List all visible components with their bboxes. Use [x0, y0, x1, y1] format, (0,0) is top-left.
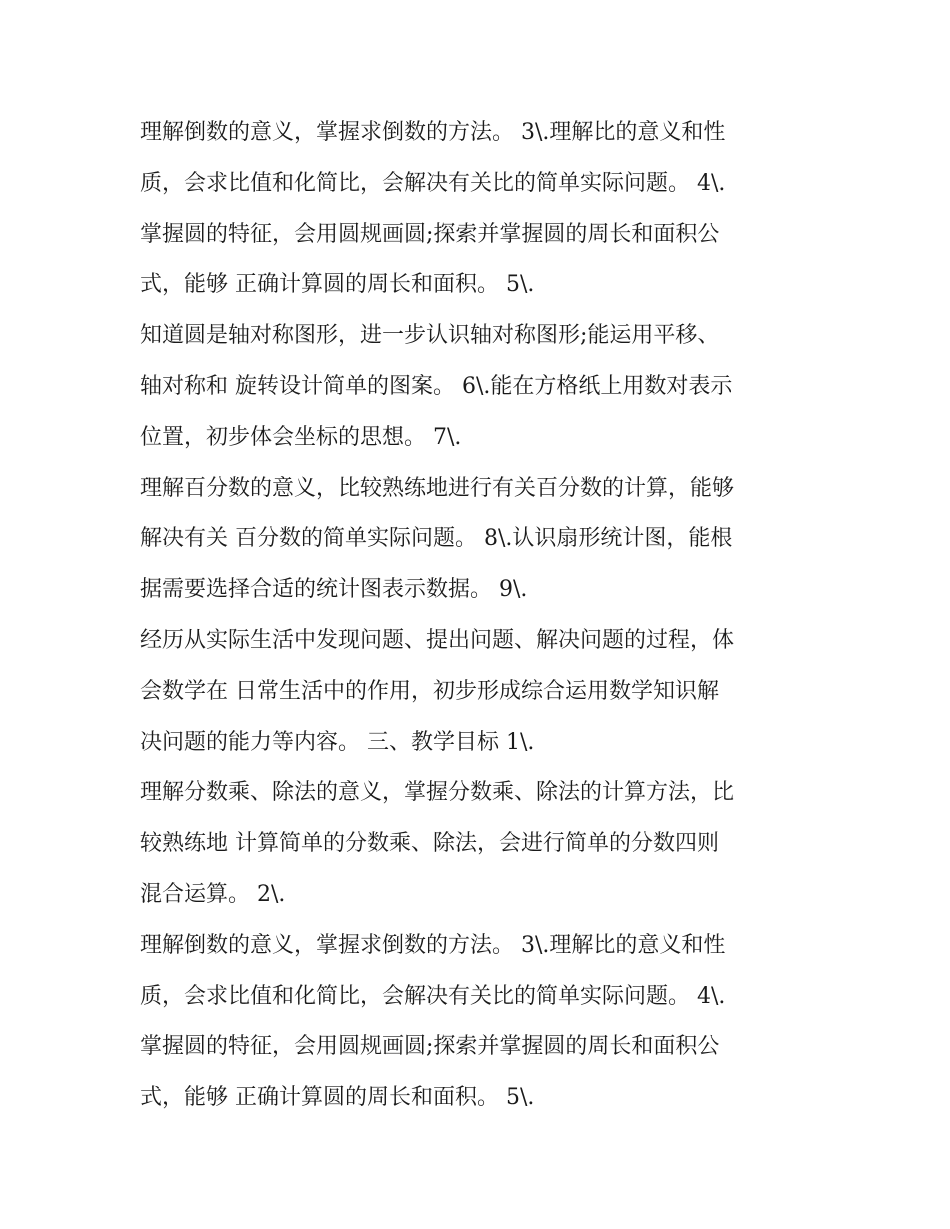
text-line: 会数学在 日常生活中的作用，初步形成综合运用数学知识解	[140, 678, 719, 704]
text-line: 较熟练地 计算简单的分数乘、除法，会进行简单的分数四则	[140, 831, 719, 857]
text-line: 理解分数乘、除法的意义，掌握分数乘、除法的计算方法，比	[140, 780, 735, 806]
text-line: 轴对称和 旋转设计简单的图案。 6\.能在方格纸上用数对表示	[140, 373, 733, 399]
text-line: 式，能够 正确计算圆的周长和面积。 5\.	[140, 272, 535, 298]
text-line: 质，会求比值和化简比，会解决有关比的简单实际问题。 4\.	[140, 983, 726, 1009]
text-line: 位置，初步体会坐标的思想。 7\.	[140, 424, 462, 450]
text-line: 解决有关 百分数的简单实际问题。 8\.认识扇形统计图，能根	[140, 526, 733, 552]
text-line: 经历从实际生活中发现问题、提出问题、解决问题的过程，体	[140, 627, 735, 653]
text-line: 理解倒数的意义，掌握求倒数的方法。 3\.理解比的意义和性	[140, 932, 726, 958]
text-line: 混合运算。 2\.	[140, 881, 286, 907]
text-line: 质，会求比值和化简比，会解决有关比的简单实际问题。 4\.	[140, 170, 726, 196]
text-line: 知道圆是轴对称图形，进一步认识轴对称图形;能运用平移、	[140, 323, 720, 349]
text-line: 掌握圆的特征，会用圆规画圆;探索并掌握圆的周长和面积公	[140, 1034, 720, 1060]
body-text	[140, 108, 830, 1124]
text-line: 据需要选择合适的统计图表示数据。 9\.	[140, 577, 528, 603]
text-line: 掌握圆的特征，会用圆规画圆;探索并掌握圆的周长和面积公	[140, 221, 720, 247]
text-line: 决问题的能力等内容。 三、教学目标 1\.	[140, 729, 535, 755]
text-line: 式，能够 正确计算圆的周长和面积。 5\.	[140, 1085, 535, 1111]
text-line: 理解倒数的意义，掌握求倒数的方法。 3\.理解比的意义和性	[140, 120, 726, 145]
text-line: 理解百分数的意义，比较熟练地进行有关百分数的计算，能够	[140, 475, 735, 501]
